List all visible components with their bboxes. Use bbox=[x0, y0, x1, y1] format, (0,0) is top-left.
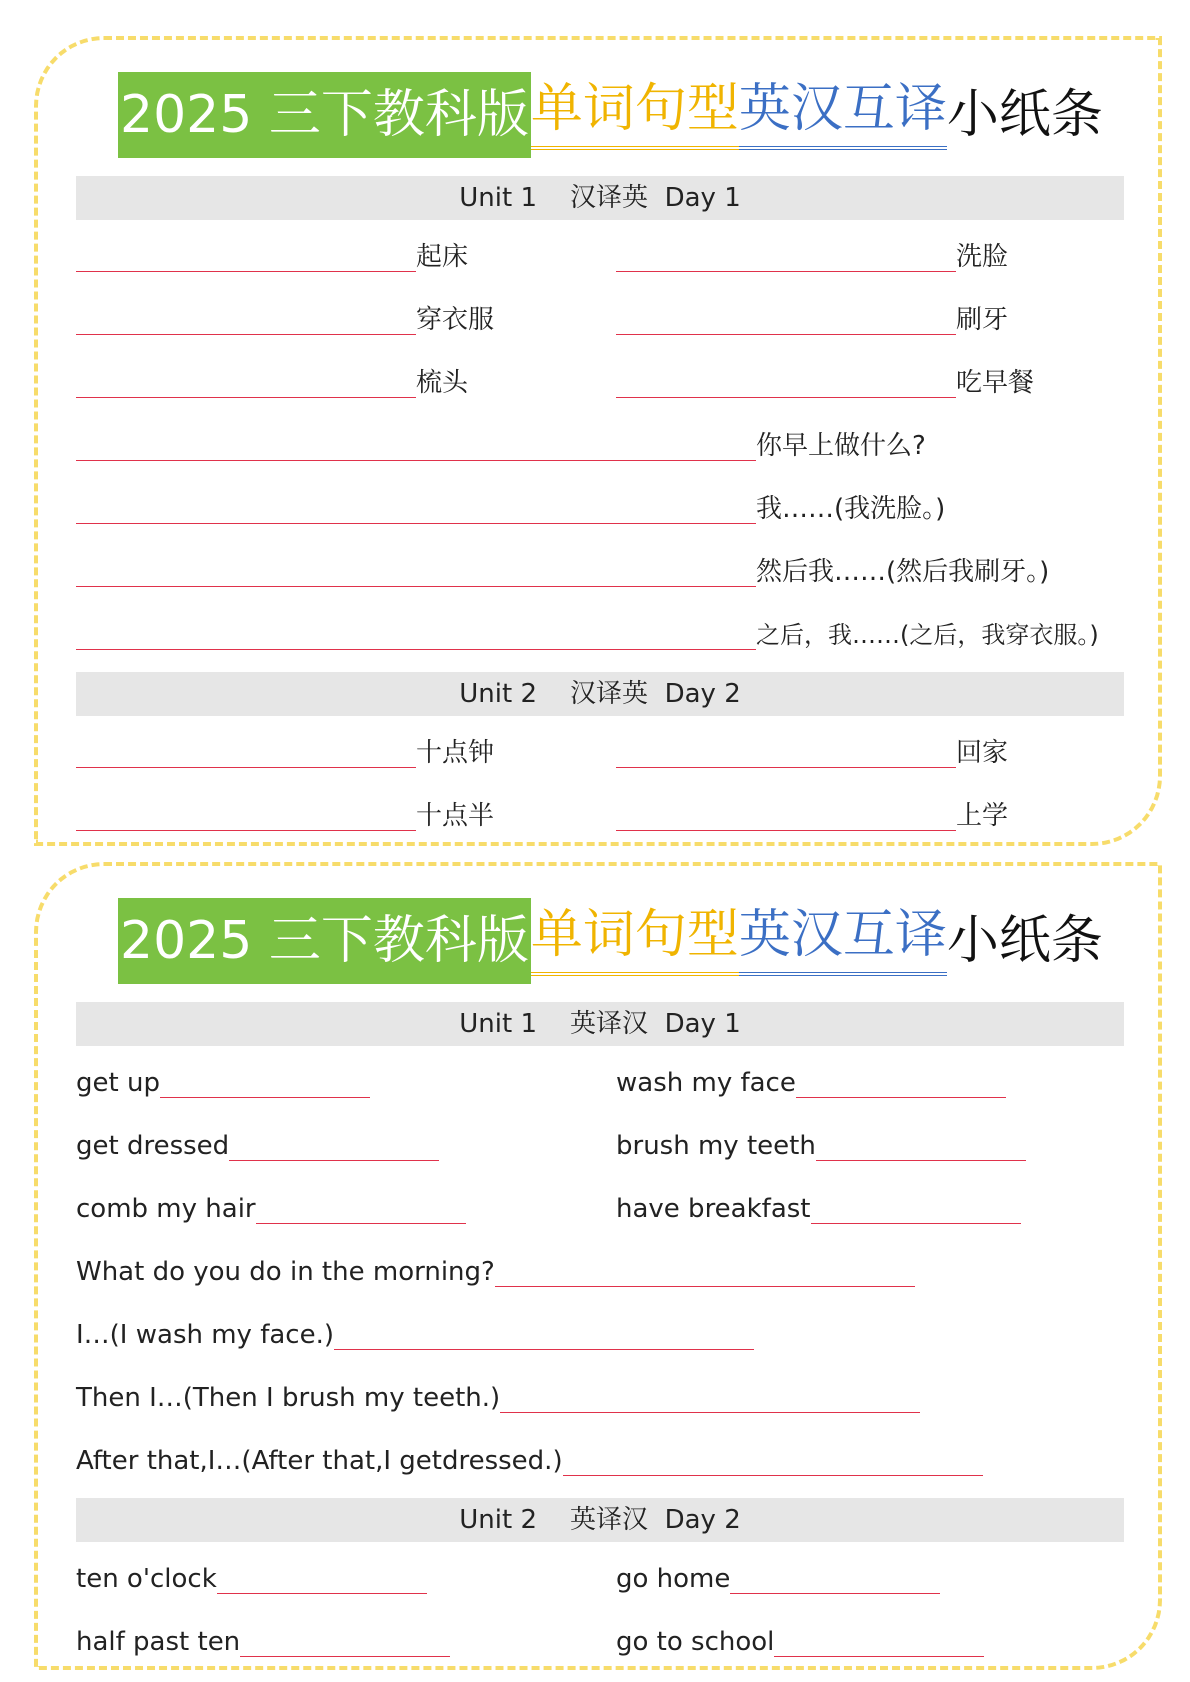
sentence-row bbox=[76, 1371, 1126, 1415]
word-item bbox=[76, 1119, 439, 1163]
word-row bbox=[76, 230, 1126, 274]
sentence-prompt: 之后，我……(之后，我穿衣服。) bbox=[756, 621, 1099, 649]
word-prompt: 穿衣服 bbox=[416, 305, 495, 335]
title-translation: 英汉互译 bbox=[739, 898, 947, 976]
word-prompt: wash my face bbox=[616, 1068, 796, 1098]
word-item bbox=[616, 1615, 984, 1659]
word-prompt: go home bbox=[616, 1564, 731, 1594]
unit2-header-bar bbox=[76, 1498, 1124, 1542]
unit2-header-bar bbox=[76, 672, 1124, 716]
word-item bbox=[76, 1552, 427, 1596]
answer-line[interactable] bbox=[616, 333, 956, 335]
sentence-prompt: Then I…(Then I brush my teeth.) bbox=[76, 1383, 501, 1413]
title-year-edition: 2025 三下教科版 bbox=[118, 898, 531, 984]
answer-line[interactable] bbox=[334, 1348, 754, 1350]
sentence-row bbox=[76, 608, 1126, 652]
answer-line[interactable] bbox=[217, 1592, 427, 1594]
answer-line[interactable] bbox=[76, 829, 416, 831]
word-prompt: go to school bbox=[616, 1627, 775, 1657]
title-slip: 小纸条 bbox=[946, 85, 1103, 145]
sentence-row bbox=[76, 419, 1126, 463]
answer-line[interactable] bbox=[240, 1655, 450, 1657]
word-row bbox=[76, 1615, 1126, 1659]
answer-line[interactable] bbox=[616, 270, 956, 272]
word-row bbox=[76, 726, 1126, 770]
word-item bbox=[76, 230, 468, 274]
sentence-prompt: I…(I wash my face.) bbox=[76, 1320, 334, 1350]
sentence-item bbox=[76, 608, 1099, 652]
sentence-item bbox=[76, 545, 1049, 589]
word-prompt: 回家 bbox=[956, 738, 1009, 768]
word-item bbox=[76, 293, 494, 337]
word-item bbox=[616, 1182, 1021, 1226]
worksheet-card-english-to-chinese bbox=[34, 862, 1162, 1670]
sentence-item bbox=[76, 419, 926, 463]
sentence-prompt: 你早上做什么? bbox=[756, 431, 926, 461]
answer-line[interactable] bbox=[495, 1285, 915, 1287]
sentence-prompt: What do you do in the morning? bbox=[76, 1257, 495, 1287]
sentence-item bbox=[76, 1308, 754, 1352]
word-prompt: ten o'clock bbox=[76, 1564, 217, 1594]
word-prompt: 上学 bbox=[956, 801, 1009, 831]
word-item bbox=[616, 1056, 1006, 1100]
sentence-row bbox=[76, 482, 1126, 526]
word-row bbox=[76, 293, 1126, 337]
word-item bbox=[616, 789, 1008, 833]
word-prompt: 吃早餐 bbox=[956, 368, 1035, 398]
worksheet-card-chinese-to-english bbox=[34, 36, 1162, 846]
answer-line[interactable] bbox=[563, 1474, 983, 1476]
sentence-row bbox=[76, 1308, 1126, 1352]
word-item bbox=[76, 1615, 450, 1659]
answer-line[interactable] bbox=[730, 1592, 940, 1594]
word-row bbox=[76, 1552, 1126, 1596]
mode-label: 汉译英 bbox=[570, 183, 649, 213]
sentence-item bbox=[76, 482, 945, 526]
title-words-sentences: 单词句型 bbox=[531, 72, 739, 150]
mode-label: 汉译英 bbox=[570, 679, 649, 709]
answer-line[interactable] bbox=[76, 522, 756, 524]
word-item bbox=[76, 1056, 370, 1100]
mode-label: 英译汉 bbox=[570, 1505, 649, 1535]
answer-line[interactable] bbox=[616, 396, 956, 398]
sentence-row bbox=[76, 1245, 1126, 1289]
unit-label: Unit 1 bbox=[459, 183, 537, 213]
day-label: Day 2 bbox=[664, 1505, 741, 1535]
answer-line[interactable] bbox=[76, 396, 416, 398]
unit-label: Unit 1 bbox=[459, 1009, 537, 1039]
word-prompt: get up bbox=[76, 1068, 160, 1098]
unit1-header-bar bbox=[76, 1002, 1124, 1046]
word-row bbox=[76, 1056, 1126, 1100]
answer-line[interactable] bbox=[796, 1096, 1006, 1098]
word-prompt: 洗脸 bbox=[956, 242, 1009, 272]
unit-label: Unit 2 bbox=[459, 1505, 537, 1535]
answer-line[interactable] bbox=[616, 766, 956, 768]
title-translation: 英汉互译 bbox=[739, 72, 947, 150]
sentence-row bbox=[76, 1434, 1126, 1478]
word-prompt: get dressed bbox=[76, 1131, 230, 1161]
answer-line[interactable] bbox=[811, 1222, 1021, 1224]
sentence-item bbox=[76, 1434, 983, 1478]
word-prompt: brush my teeth bbox=[616, 1131, 816, 1161]
word-item bbox=[616, 1552, 940, 1596]
answer-line[interactable] bbox=[76, 585, 756, 587]
word-item bbox=[76, 789, 494, 833]
answer-line[interactable] bbox=[76, 459, 756, 461]
sentence-prompt: After that,I…(After that,I getdressed.) bbox=[76, 1446, 563, 1476]
word-prompt: have breakfast bbox=[616, 1194, 811, 1224]
word-prompt: half past ten bbox=[76, 1627, 241, 1657]
answer-line[interactable] bbox=[76, 270, 416, 272]
word-prompt: 梳头 bbox=[416, 368, 469, 398]
title-words-sentences: 单词句型 bbox=[531, 898, 739, 976]
unit-label: Unit 2 bbox=[459, 679, 537, 709]
word-prompt: 十点半 bbox=[416, 801, 495, 831]
answer-line[interactable] bbox=[616, 829, 956, 831]
mode-label: 英译汉 bbox=[570, 1009, 649, 1039]
sentence-prompt: 我……(我洗脸。) bbox=[756, 494, 946, 524]
day-label: Day 1 bbox=[664, 183, 741, 213]
word-prompt: 刷牙 bbox=[956, 305, 1009, 335]
answer-line[interactable] bbox=[76, 333, 416, 335]
title-year-edition: 2025 三下教科版 bbox=[118, 72, 531, 158]
word-item bbox=[76, 1182, 466, 1226]
answer-line[interactable] bbox=[76, 648, 756, 650]
answer-line[interactable] bbox=[500, 1411, 920, 1413]
word-row bbox=[76, 1119, 1126, 1163]
card-title bbox=[118, 72, 1103, 158]
sentence-prompt: 然后我……(然后我刷牙。) bbox=[756, 557, 1050, 587]
word-prompt: comb my hair bbox=[76, 1194, 256, 1224]
word-row bbox=[76, 789, 1126, 833]
word-item bbox=[616, 726, 1008, 770]
day-label: Day 1 bbox=[664, 1009, 741, 1039]
answer-line[interactable] bbox=[256, 1222, 466, 1224]
sentence-item bbox=[76, 1371, 920, 1415]
word-row bbox=[76, 1182, 1126, 1226]
word-row bbox=[76, 356, 1126, 400]
title-slip: 小纸条 bbox=[946, 911, 1103, 971]
day-label: Day 2 bbox=[664, 679, 741, 709]
word-item bbox=[616, 293, 1008, 337]
word-item bbox=[616, 356, 1034, 400]
answer-line[interactable] bbox=[816, 1159, 1026, 1161]
sentence-row bbox=[76, 545, 1126, 589]
card-title bbox=[118, 898, 1103, 984]
unit1-header-bar bbox=[76, 176, 1124, 220]
answer-line[interactable] bbox=[229, 1159, 439, 1161]
word-item bbox=[616, 1119, 1026, 1163]
word-item bbox=[76, 726, 494, 770]
word-prompt: 起床 bbox=[416, 242, 469, 272]
word-item bbox=[616, 230, 1008, 274]
answer-line[interactable] bbox=[76, 766, 416, 768]
word-item bbox=[76, 356, 468, 400]
word-prompt: 十点钟 bbox=[416, 738, 495, 768]
answer-line[interactable] bbox=[774, 1655, 984, 1657]
sentence-item bbox=[76, 1245, 915, 1289]
answer-line[interactable] bbox=[160, 1096, 370, 1098]
